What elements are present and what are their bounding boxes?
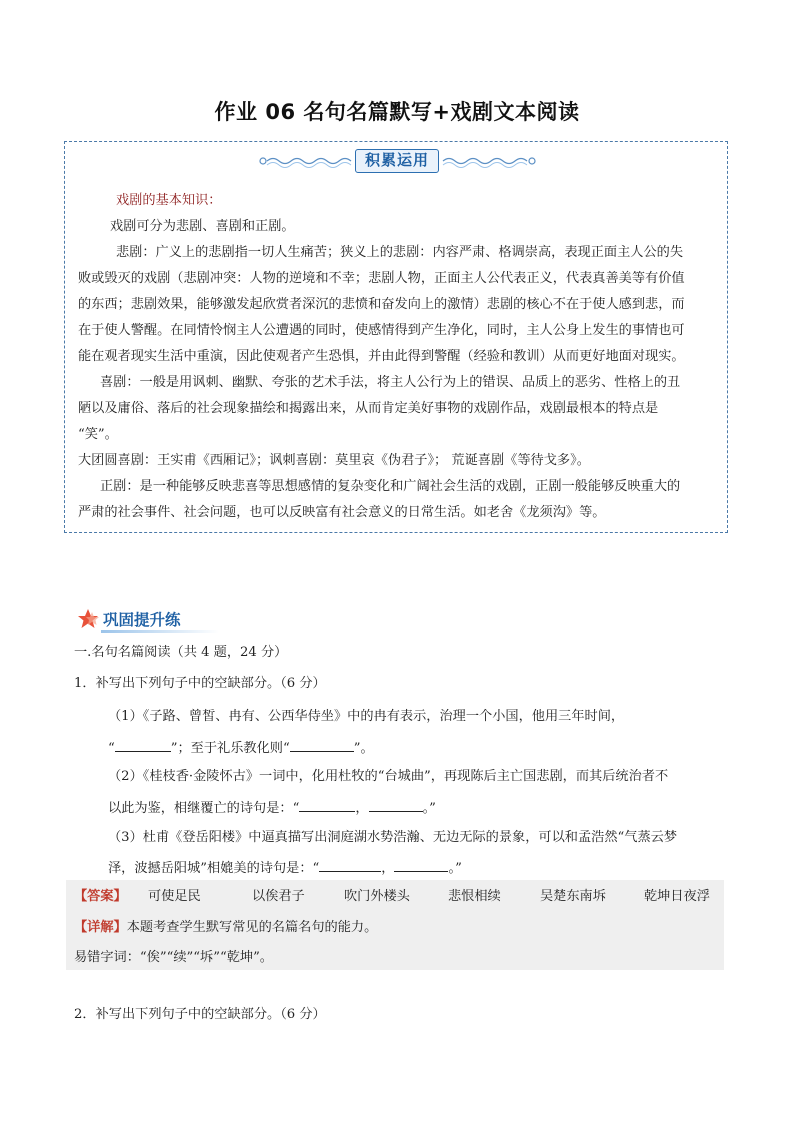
question-1-title: 1．补写出下列句子中的空缺部分。（6 分） (74, 676, 326, 691)
answer-item: 可使足民 (148, 889, 201, 904)
question-1-sub-3: （3）杜甫《登岳阳楼》中逼真描写出洞庭湖水势浩瀚、无边无际的景象，可以和孟浩然“气蒸云梦 (108, 830, 678, 845)
question-1-sub-1: （1）《子路、曾皙、冉有、公西华侍坐》中的冉有表示，治理一个小国，他用三年时间， (108, 709, 625, 724)
answer-item: 悲恨相续 (448, 889, 501, 904)
answer-item: 乾坤日夜浮 (644, 889, 710, 904)
tragedy-line: 在于使人警醒。在同情怜悯主人公遭遇的同时，使感情得到产生净化，同时，主人公身上发生的事情也可 (78, 323, 685, 338)
star-icon (77, 608, 101, 630)
answer-label: 【答案】 (74, 889, 127, 904)
comedy-line: 喜剧：一般是用讽刺、幽默、夸张的艺术手法，将主人公行为上的错误、品质上的恶劣、性格上的丑 (100, 375, 681, 390)
answer-row (74, 885, 724, 905)
question-1-sub-3-blanks: 泽，波撼岳阳城”相媲美的诗句是：“ ， 。” (108, 857, 462, 879)
question-1-sub-1-blanks: “ ”；至于礼乐教化则“ ”。 (108, 737, 374, 759)
answer-blank[interactable] (115, 737, 171, 752)
tragedy-line: 败或毁灭的戏剧（悲剧冲突：人物的逆境和不幸；悲剧人物，正面主人公代表正义，代表真善美等有价值 (78, 271, 685, 286)
knowledge-heading: 戏剧的基本知识： (116, 193, 222, 208)
answer-blank[interactable] (299, 797, 355, 812)
comedy-line: 陋以及庸俗、落后的社会现象描绘和揭露出来，从而肯定美好事物的戏剧作品，戏剧最根本的特点是 (78, 401, 659, 416)
knowledge-intro: 戏剧可分为悲剧、喜剧和正剧。 (110, 219, 295, 234)
knowledge-content (78, 188, 728, 526)
section-heading (77, 608, 277, 632)
comedy-line: “笑”。 (78, 427, 118, 442)
answer-blank[interactable] (369, 797, 423, 812)
detail-label: 【详解】 (74, 920, 127, 935)
detail-text: 本题考查学生默写常见的名篇名句的能力。 (126, 920, 378, 935)
tragedy-line: 能在观者现实生活中重演，因此使观者产生恐惧，并由此得到警醒（经验和教训）从而更好地面对现实。 (78, 349, 685, 364)
answer-blank[interactable] (319, 857, 381, 872)
section-heading-label: 巩固提升练 (103, 611, 181, 629)
page-title: 作业 06 名句名篇默写+戏剧文本阅读 (214, 100, 580, 124)
question-1-sub-2-blanks: 以此为鉴，相继覆亡的诗句是：“ ， 。” (108, 797, 436, 819)
section-heading-underline (101, 630, 219, 633)
drama-line: 正剧：是一种能够反映悲喜等思想感情的复杂变化和广阔社会生活的戏剧，正剧一般能够反映重大的 (100, 479, 681, 494)
tragedy-line: 的东西；悲剧效果，能够激发起欣赏者深沉的悲愤和奋发向上的激情）悲剧的核心不在于使人感到悲，而 (78, 297, 685, 312)
answer-item: 吹门外楼头 (344, 889, 410, 904)
question-1-sub-2: （2）《桂枝香·金陵怀古》一词中，化用杜牧的“台城曲”，再现陈后主亡国悲剧，而其后统治者不 (108, 769, 669, 784)
comedy-examples: 大团圆喜剧：王实甫《西厢记》；讽刺喜剧：莫里哀《伪君子》； 荒诞喜剧《等待戈多》。 (78, 453, 590, 468)
question-2-title: 2．补写出下列句子中的空缺部分。（6 分） (74, 1007, 326, 1022)
answer-blank[interactable] (394, 857, 448, 872)
answer-item: 吴楚东南坼 (540, 889, 606, 904)
error-words: 易错字词：“俟”“续”“坼”“乾坤”。 (74, 950, 273, 965)
answer-item: 以俟君子 (252, 889, 305, 904)
knowledge-banner-label: 积累运用 (355, 149, 439, 173)
answer-blank[interactable] (290, 737, 354, 752)
detail-row (74, 916, 377, 935)
knowledge-banner (255, 147, 540, 177)
drama-line: 严肃的社会事件、社会问题，也可以反映富有社会意义的日常生活。如老舍《龙须沟》等。 (78, 505, 606, 520)
part-heading: 一.名句名篇阅读（共 4 题，24 分） (74, 645, 288, 660)
tragedy-line: 悲剧：广义上的悲剧指一切人生痛苦；狭义上的悲剧：内容严肃、格调崇高，表现正面主人公的失 (116, 245, 684, 260)
